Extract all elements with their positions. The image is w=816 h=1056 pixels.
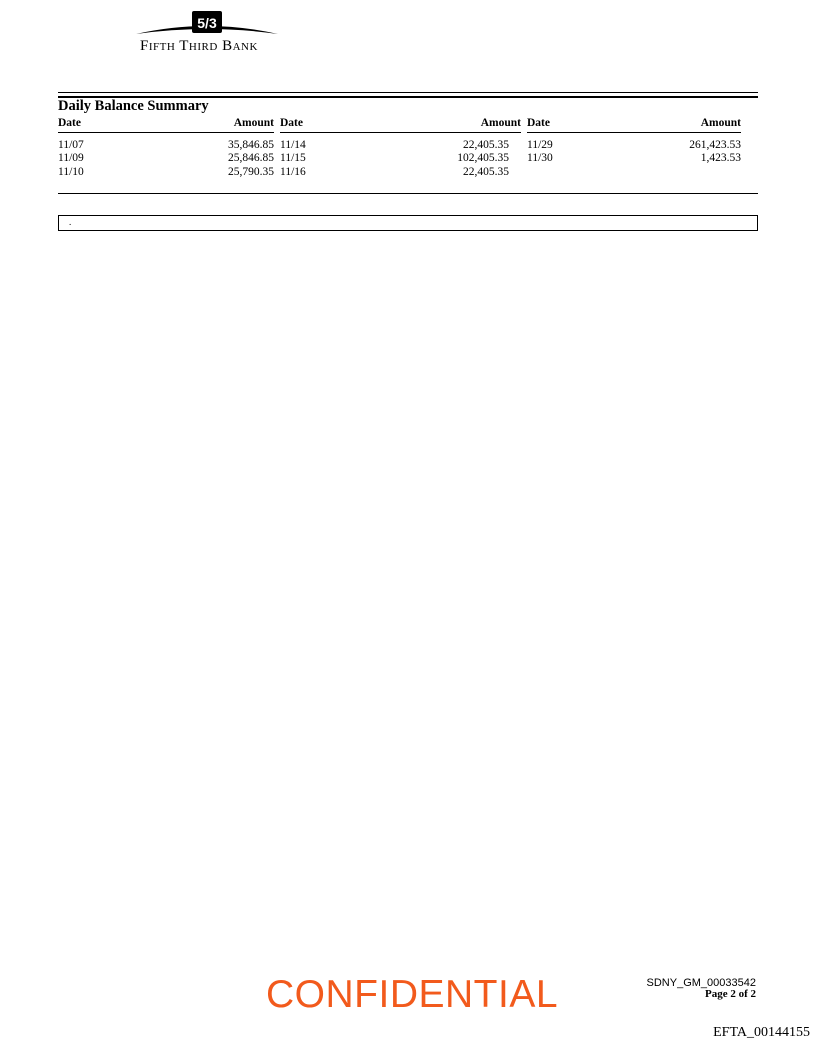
note-box <box>58 215 758 231</box>
page-number: Page 2 of 2 <box>704 988 756 1000</box>
document-id: SDNY_GM_00033542 <box>646 977 756 989</box>
table-cell-amount: 35,846.85 <box>228 139 274 151</box>
col1-amount-header: Amount <box>233 117 274 129</box>
section-title: Daily Balance Summary <box>58 98 209 114</box>
col2-date-header: Date <box>280 117 303 129</box>
table-cell-amount: 102,405.35 <box>457 152 509 164</box>
table-cell-date: 11/15 <box>280 152 306 164</box>
table-cell-amount: 261,423.53 <box>689 139 741 151</box>
section-bottom-rule <box>58 193 758 194</box>
col1-date-header: Date <box>58 117 81 129</box>
table-cell-date: 11/29 <box>527 139 553 151</box>
table-cell-amount: 1,423.53 <box>700 152 741 164</box>
col3-amount-header: Amount <box>700 117 741 129</box>
note-text: . <box>69 217 72 227</box>
bank-name: Fifth Third Bank <box>140 38 258 54</box>
table-cell-amount: 22,405.35 <box>463 139 509 151</box>
top-rule <box>58 92 758 93</box>
table-cell-date: 11/07 <box>58 139 84 151</box>
table-cell-date: 11/16 <box>280 166 306 178</box>
bank-logo <box>134 10 280 56</box>
table-cell-date: 11/09 <box>58 152 84 164</box>
table-cell-amount: 25,846.85 <box>228 152 274 164</box>
table-cell-date: 11/30 <box>527 152 553 164</box>
col2-header-rule <box>280 132 521 133</box>
table-cell-date: 11/10 <box>58 166 84 178</box>
table-cell-amount: 22,405.35 <box>463 166 509 178</box>
fifth-third-logo-icon <box>134 10 280 40</box>
col1-header-rule <box>58 132 274 133</box>
efta-number: EFTA_00144155 <box>713 1025 810 1040</box>
table-cell-amount: 25,790.35 <box>228 166 274 178</box>
confidential-stamp: CONFIDENTIAL <box>266 973 559 1016</box>
col2-amount-header: Amount <box>480 117 521 129</box>
table-cell-date: 11/14 <box>280 139 306 151</box>
col3-date-header: Date <box>527 117 550 129</box>
col3-header-rule <box>527 132 741 133</box>
logo-mark: 5/3 <box>197 15 217 31</box>
